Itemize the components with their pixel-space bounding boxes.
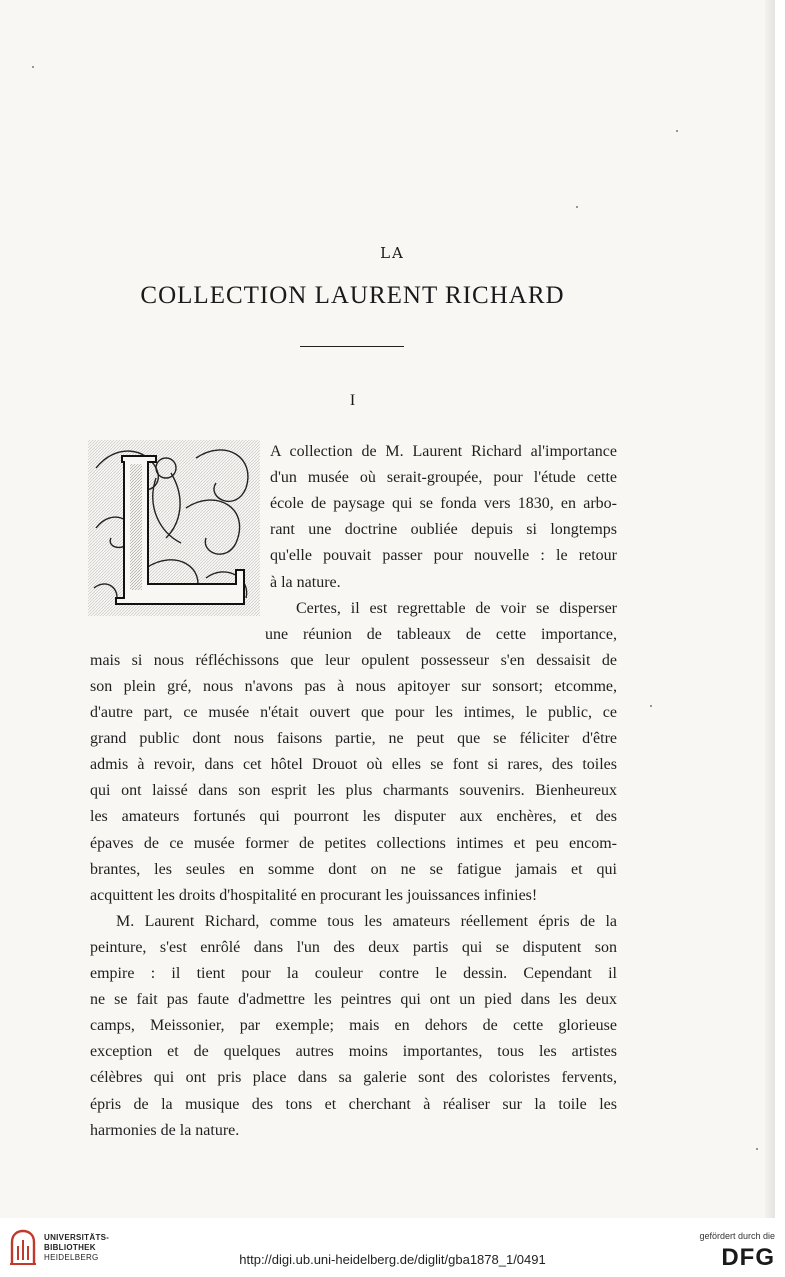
body-text-line: admis à revoir, dans cet hôtel Drouot où elles se font si rares, des toiles bbox=[90, 756, 617, 774]
library-line: HEIDELBERG bbox=[44, 1253, 99, 1262]
body-text-line: son plein gré, nous n'avons pas à nous apitoyer sur sonsort; etcomme, bbox=[90, 677, 617, 695]
page-edge-shadow bbox=[765, 0, 775, 1218]
dfg-logo-icon: DFG bbox=[721, 1244, 775, 1271]
body-text-line: mais si nous réfléchissons que leur opulent possesseur s'en dessaisit de bbox=[90, 651, 617, 669]
library-line: UNIVERSITÄTS- bbox=[44, 1233, 110, 1242]
body-text-line: d'un musée où serait-groupée, pour l'étude cette bbox=[270, 469, 617, 487]
body-text-line: les amateurs fortunés qui pourront les disputer aux enchères, et des bbox=[90, 808, 617, 826]
scan-speck bbox=[32, 66, 34, 68]
funded-by-label: gefördert durch die bbox=[699, 1231, 775, 1241]
body-text-line: grand public dont nous faisons partie, ne peut que se féliciter d'être bbox=[90, 730, 617, 748]
body-text-line: qu'elle pouvait passer pour nouvelle : le retour bbox=[270, 547, 617, 565]
body-text-line: épaves de ce musée former de petites collections intimes et peu encom- bbox=[90, 834, 617, 852]
body-text-line: Certes, il est regrettable de voir se disperser bbox=[296, 599, 617, 617]
scan-speck bbox=[756, 1148, 758, 1150]
body-text-line: une réunion de tableaux de cette importance, bbox=[265, 625, 617, 643]
body-text-line: épris de la musique des tons et cherchant à réaliser sur la toile les bbox=[90, 1095, 617, 1113]
body-text-line: qui ont laissé dans son esprit les plus charmants souvenirs. Bienheureux bbox=[90, 782, 617, 800]
body-text-line: école de paysage qui se fonda vers 1830, en arbo- bbox=[270, 495, 617, 513]
title-la: LA bbox=[380, 244, 405, 262]
body-text-line: rant une doctrine oubliée depuis si longtemps bbox=[270, 521, 617, 539]
body-text-line: célèbres qui ont pris place dans sa galerie sont des coloristes fervents, bbox=[90, 1069, 617, 1087]
body-text-line: camps, Meissonier, par exemple; mais en dehors de cette glorieuse bbox=[90, 1017, 617, 1035]
source-url-link[interactable]: http://digi.ub.uni-heidelberg.de/diglit/gba1878_1/0491 bbox=[239, 1252, 546, 1267]
body-text-line: ne se fait pas faute d'admettre les peintres qui ont un pied dans les deux bbox=[90, 991, 617, 1009]
footer-bar bbox=[0, 1218, 785, 1277]
library-line: BIBLIOTHEK bbox=[44, 1243, 96, 1252]
body-text-line: A collection de M. Laurent Richard al'importance bbox=[270, 443, 617, 460]
scan-speck bbox=[576, 206, 578, 208]
scan-speck bbox=[676, 130, 678, 132]
body-text-line: d'autre part, ce musée n'était ouvert que pour les intimes, le public, ce bbox=[90, 704, 617, 721]
ornamental-dropcap-icon bbox=[86, 438, 262, 618]
page-title: COLLECTION LAURENT RICHARD bbox=[140, 282, 565, 309]
show-through-header bbox=[230, 96, 620, 111]
section-number: I bbox=[349, 392, 356, 409]
body-text-line: brantes, les seules en somme dont on ne se fatigue jamais et qui bbox=[90, 860, 617, 878]
scan-speck bbox=[650, 705, 652, 707]
body-text-line: harmonies de la nature. bbox=[90, 1121, 240, 1139]
title-rule bbox=[300, 346, 404, 347]
body-text-line: à la nature. bbox=[270, 573, 341, 591]
body-text-line: exception et de quelques autres moins importantes, tous les artistes bbox=[90, 1043, 617, 1061]
body-text-line: acquittent les droits d'hospitalité en procurant les jouissances infinies! bbox=[90, 886, 538, 904]
body-text-line: M. Laurent Richard, comme tous les amateurs réellement épris de la bbox=[116, 912, 617, 930]
body-text-line: empire : il tient pour la couleur contre le dessin. Cependant il bbox=[90, 965, 617, 982]
body-text-line: peinture, s'est enrôlé dans l'un des deux partis qui se disputent son bbox=[90, 938, 617, 956]
